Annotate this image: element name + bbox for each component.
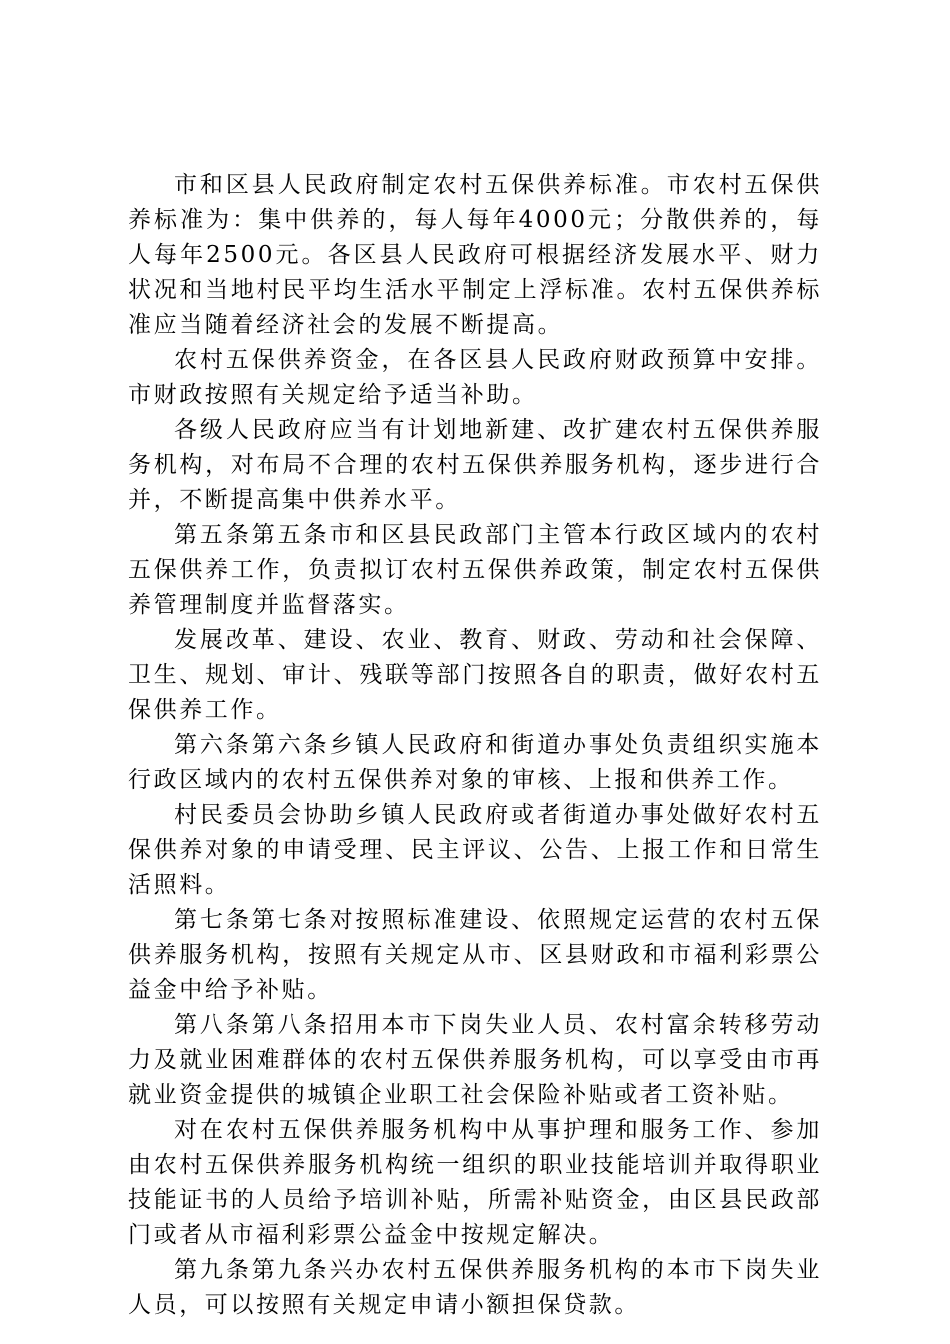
paragraph-article-8: 第八条第八条招用本市下岗失业人员、农村富余转移劳动力及就业困难群体的农村五保供养服务机构，可以享受由市再就业资金提供的城镇企业职工社会保险补贴或者工资补贴。 [128, 1012, 822, 1108]
paragraph-service-institutions: 各级人民政府应当有计划地新建、改扩建农村五保供养服务机构，对布局不合理的农村五保供养服务机构，逐步进行合并，不断提高集中供养水平。 [128, 417, 822, 513]
paragraph-article-5: 第五条第五条市和区县民政部门主管本行政区域内的农村五保供养工作，负责拟订农村五保供养政策，制定农村五保供养管理制度并监督落实。 [128, 522, 822, 618]
paragraph-supply-funds: 农村五保供养资金，在各区县人民政府财政预算中安排。市财政按照有关规定给予适当补助。 [128, 347, 822, 408]
paragraph-supply-standard: 市和区县人民政府制定农村五保供养标准。市农村五保供养标准为：集中供养的，每人每年4000元；分散供养的，每人每年2500元。各区县人民政府可根据经济发展水平、财力状况和当地村民平均生活水平制定上浮标准。农村五保供养标准应当随着经济社会的发展不断提高。 [128, 172, 822, 338]
paragraph-village-committee: 村民委员会协助乡镇人民政府或者街道办事处做好农村五保供养对象的申请受理、民主评议、公告、上报工作和日常生活照料。 [128, 802, 822, 898]
paragraph-departments-duties: 发展改革、建设、农业、教育、财政、劳动和社会保障、卫生、规划、审计、残联等部门按照各自的职责，做好农村五保供养工作。 [128, 627, 822, 723]
paragraph-article-7: 第七条第七条对按照标准建设、依照规定运营的农村五保供养服务机构，按照有关规定从市、区县财政和市福利彩票公益金中给予补贴。 [128, 907, 822, 1003]
paragraph-training-subsidy: 对在农村五保供养服务机构中从事护理和服务工作、参加由农村五保供养服务机构统一组织的职业技能培训并取得职业技能证书的人员给予培训补贴，所需补贴资金，由区县民政部门或者从市福利彩票公益金中按规定解决。 [128, 1117, 822, 1248]
document-body [128, 168, 822, 1323]
paragraph-article-9: 第九条第九条兴办农村五保供养服务机构的本市下岗失业人员，可以按照有关规定申请小额担保贷款。 [128, 1257, 822, 1318]
paragraph-article-6: 第六条第六条乡镇人民政府和街道办事处负责组织实施本行政区域内的农村五保供养对象的审核、上报和供养工作。 [128, 732, 822, 793]
